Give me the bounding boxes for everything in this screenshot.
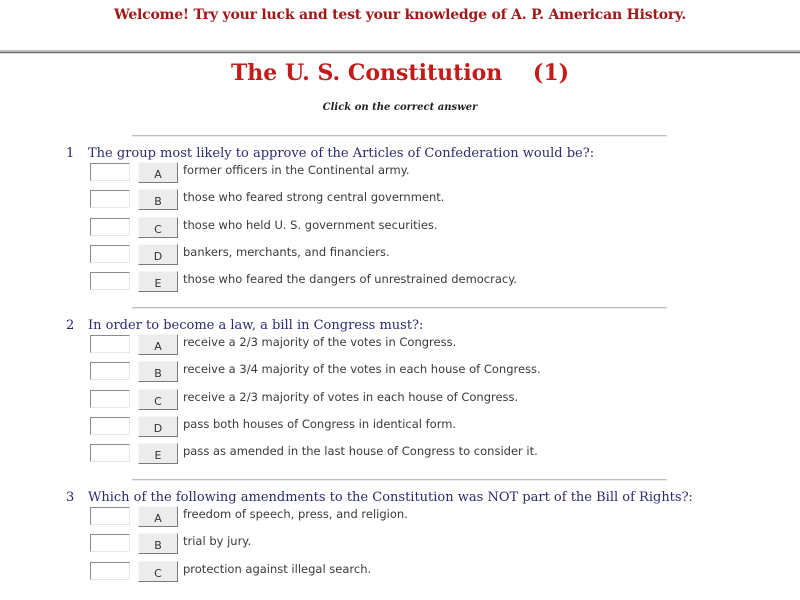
answer-button-c[interactable]: C bbox=[138, 217, 178, 238]
answer-field[interactable] bbox=[90, 190, 130, 208]
option-text: protection against illegal search. bbox=[183, 561, 372, 576]
answer-button-d[interactable]: D bbox=[138, 416, 178, 437]
option-text: pass both houses of Congress in identical form. bbox=[183, 416, 457, 431]
option-text: former officers in the Continental army. bbox=[183, 163, 410, 177]
options-list bbox=[90, 506, 716, 588]
option-c bbox=[90, 217, 716, 244]
option-b bbox=[90, 189, 716, 216]
question-3 bbox=[66, 490, 716, 588]
answer-button-e[interactable]: E bbox=[138, 271, 178, 292]
answer-field[interactable] bbox=[90, 335, 130, 353]
options-list bbox=[90, 334, 716, 470]
answer-field[interactable] bbox=[90, 362, 130, 380]
answer-field[interactable] bbox=[90, 218, 130, 236]
option-c bbox=[90, 561, 716, 588]
options-list bbox=[90, 162, 716, 298]
question-header bbox=[66, 146, 716, 162]
answer-field[interactable] bbox=[90, 444, 130, 462]
option-a bbox=[90, 162, 716, 189]
answer-field[interactable] bbox=[90, 562, 130, 580]
answer-button-b[interactable]: B bbox=[138, 533, 178, 554]
instruction-text: Click on the correct answer bbox=[322, 102, 478, 113]
option-text: those who held U. S. government securities. bbox=[183, 217, 438, 232]
answer-button-a[interactable]: A bbox=[138, 334, 178, 355]
page-title: The U. S. Constitution (1) bbox=[230, 60, 570, 86]
question-text: The group most likely to approve of the Articles of Confederation would be?: bbox=[88, 146, 595, 161]
question-text: In order to become a law, a bill in Congress must?: bbox=[88, 318, 424, 333]
separator-1 bbox=[132, 135, 667, 137]
option-e bbox=[90, 443, 716, 470]
option-text: receive a 2/3 majority of the votes in Congress. bbox=[183, 335, 457, 349]
option-text: receive a 3/4 majority of the votes in each house of Congress. bbox=[183, 362, 541, 377]
top-divider bbox=[0, 50, 800, 54]
question-header bbox=[66, 318, 716, 334]
answer-field[interactable] bbox=[90, 245, 130, 263]
question-number: 2 bbox=[66, 318, 75, 333]
separator-2 bbox=[132, 307, 667, 309]
answer-field[interactable] bbox=[90, 390, 130, 408]
question-1 bbox=[66, 146, 716, 298]
answer-button-b[interactable]: B bbox=[138, 361, 178, 382]
question-number: 3 bbox=[66, 490, 75, 505]
option-c bbox=[90, 389, 716, 416]
answer-button-c[interactable]: C bbox=[138, 561, 178, 582]
option-d bbox=[90, 244, 716, 271]
option-b bbox=[90, 533, 716, 560]
answer-button-a[interactable]: A bbox=[138, 506, 178, 527]
answer-field[interactable] bbox=[90, 417, 130, 435]
answer-field[interactable] bbox=[90, 272, 130, 290]
option-text: bankers, merchants, and financiers. bbox=[183, 244, 390, 259]
option-text: freedom of speech, press, and religion. bbox=[183, 507, 408, 521]
option-text: pass as amended in the last house of Congress to consider it. bbox=[183, 444, 538, 459]
option-b bbox=[90, 361, 716, 388]
answer-button-d[interactable]: D bbox=[138, 244, 178, 265]
answer-field[interactable] bbox=[90, 163, 130, 181]
option-e bbox=[90, 271, 716, 298]
option-d bbox=[90, 416, 716, 443]
answer-button-b[interactable]: B bbox=[138, 189, 178, 210]
option-a bbox=[90, 506, 716, 533]
option-text: trial by jury. bbox=[183, 534, 252, 549]
answer-button-a[interactable]: A bbox=[138, 162, 178, 183]
question-number: 1 bbox=[66, 146, 75, 161]
separator-3 bbox=[132, 479, 667, 481]
option-text: those who feared the dangers of unrestrained democracy. bbox=[183, 272, 518, 287]
option-a bbox=[90, 334, 716, 361]
option-text: receive a 2/3 majority of votes in each house of Congress. bbox=[183, 389, 519, 404]
question-header bbox=[66, 490, 716, 506]
answer-field[interactable] bbox=[90, 507, 130, 525]
welcome-banner: Welcome! Try your luck and test your knowledge of A. P. American History. bbox=[113, 7, 687, 23]
answer-button-c[interactable]: C bbox=[138, 389, 178, 410]
answer-field[interactable] bbox=[90, 534, 130, 552]
question-text: Which of the following amendments to the Constitution was NOT part of the Bill of Rights?: bbox=[88, 490, 693, 505]
option-text: those who feared strong central government. bbox=[183, 190, 445, 205]
answer-button-e[interactable]: E bbox=[138, 443, 178, 464]
question-2 bbox=[66, 318, 716, 470]
